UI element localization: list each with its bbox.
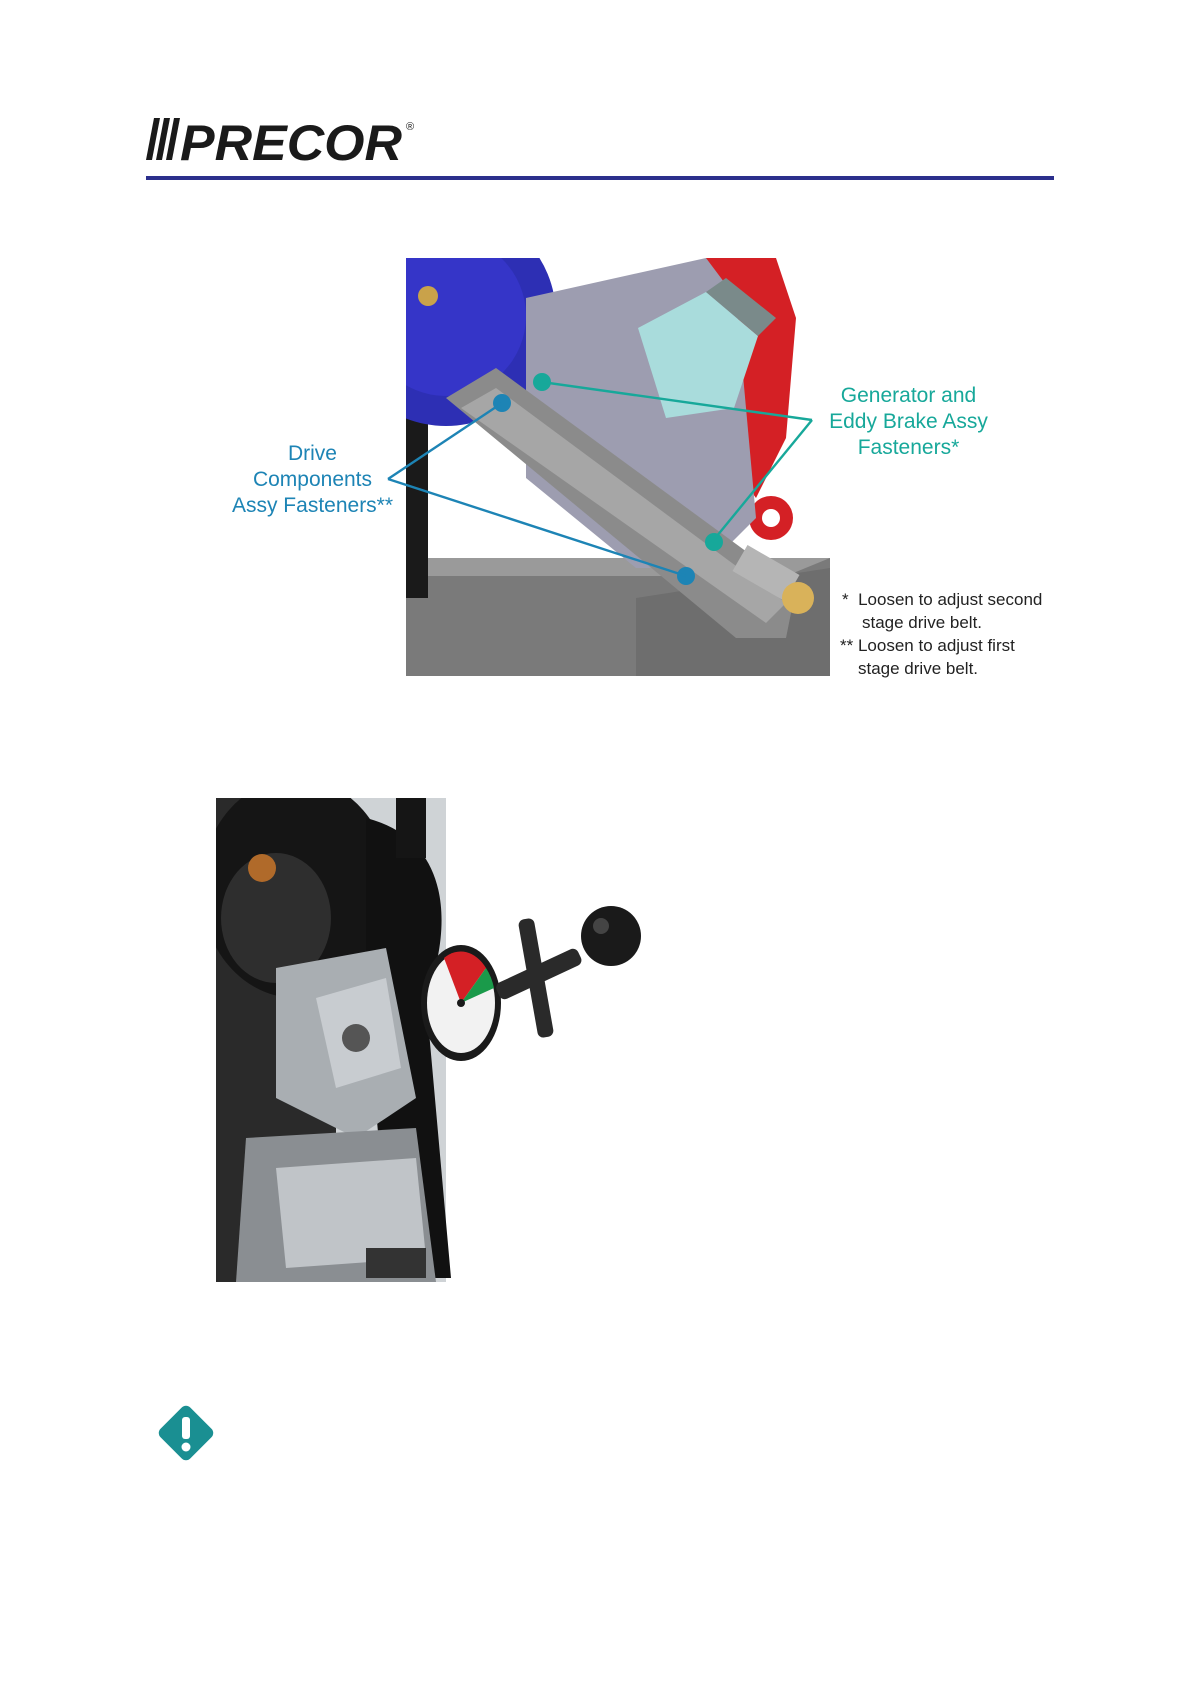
- note-first-stage-line-1: Loosen to adjust first: [857, 636, 1015, 655]
- note-second-stage-line-2: stage drive belt.: [862, 613, 983, 632]
- note-second-stage-line-1: Loosen to adjust second: [858, 590, 1043, 609]
- logo-registered-mark: ®: [406, 121, 415, 133]
- logo-wordmark: PRECOR: [180, 115, 402, 170]
- generator-callout-line-1: Generator and: [840, 384, 977, 407]
- drive-callout-line-2: Components: [252, 468, 373, 491]
- drive-assembly-cad-figure: [406, 258, 830, 676]
- precor-logo: [146, 112, 426, 170]
- note-single-asterisk: *: [842, 590, 849, 609]
- drive-callout-line-3: Assy Fasteners**: [231, 494, 394, 517]
- header-rule: [146, 176, 1054, 180]
- note-double-asterisk: **: [840, 636, 854, 655]
- generator-callout-line-3: Fasteners*: [857, 436, 960, 459]
- note-second-stage: [842, 588, 1042, 611]
- generator-brake-callout: [816, 383, 1001, 461]
- note-first-stage-line-2: stage drive belt.: [858, 659, 979, 678]
- belt-tension-gauge-photo: [216, 798, 656, 1282]
- note-first-stage: [840, 634, 1015, 657]
- drive-callout-line-1: Drive: [287, 442, 337, 465]
- caution-diamond-icon: [156, 1403, 216, 1463]
- drive-components-callout: [210, 441, 415, 519]
- generator-callout-line-2: Eddy Brake Assy: [829, 410, 988, 433]
